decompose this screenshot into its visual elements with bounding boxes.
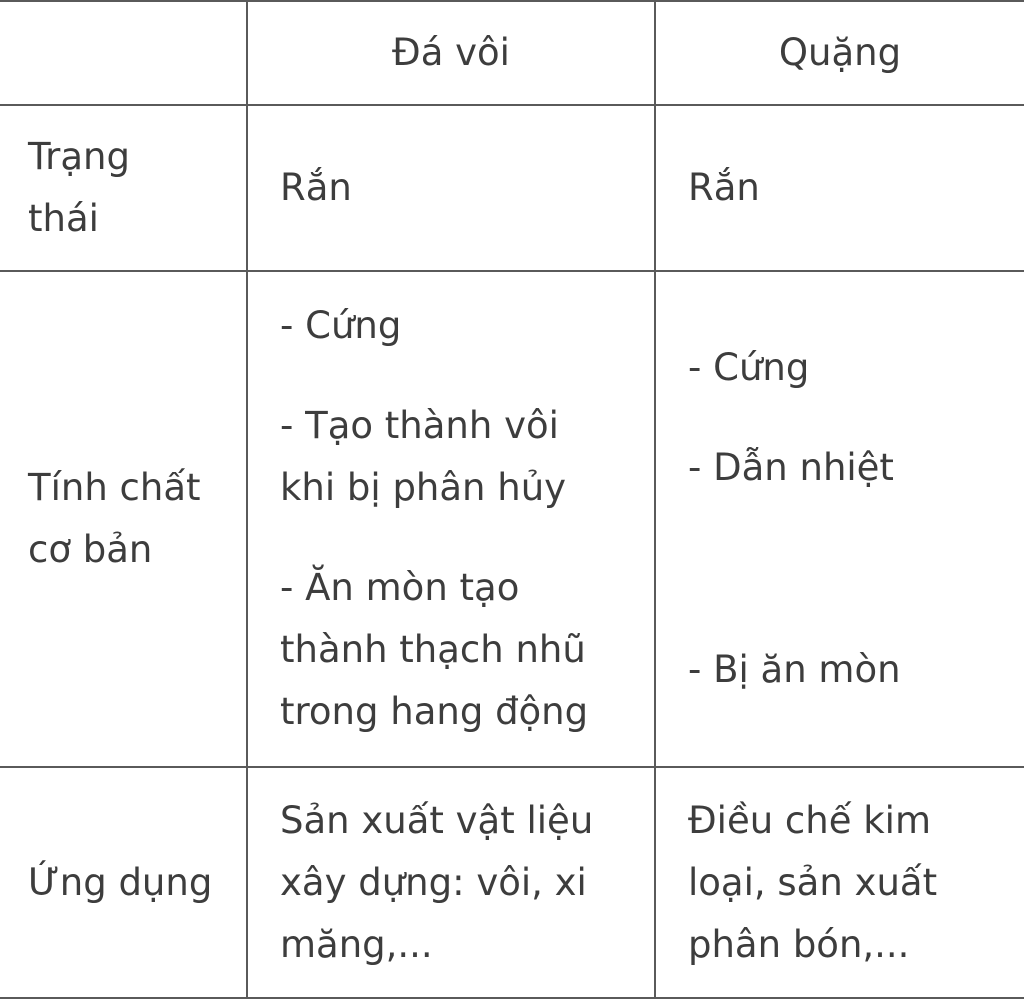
header-da-voi: Đá vôi	[247, 1, 655, 105]
row-label-line: Ứng dụng	[28, 860, 213, 904]
row-label-ung-dung	[0, 767, 247, 998]
cell-quang-ung-dung	[655, 767, 1024, 998]
row-label-line: Tính chất	[28, 466, 201, 509]
property-item: - Bị ăn mòn	[688, 648, 901, 691]
table-row-ung-dung	[0, 767, 1024, 998]
property-item: - Cứng	[688, 346, 810, 389]
cell-text: loại, sản xuất	[688, 860, 938, 904]
property-list	[688, 337, 1008, 701]
cell-da-voi-trang-thai	[247, 105, 655, 271]
property-item-continued: trong hang động	[280, 690, 589, 733]
cell-quang-tinh-chat	[655, 271, 1024, 767]
row-label-line: cơ bản	[28, 528, 153, 571]
cell-text: Điều chế kim	[688, 798, 931, 842]
property-item: - Tạo thành vôi	[280, 404, 559, 447]
header-quang: Quặng	[655, 1, 1024, 105]
cell-text: Rắn	[280, 166, 352, 209]
row-label-line: Trạng	[28, 135, 130, 178]
table-row-trang-thai	[0, 105, 1024, 271]
table-header-row	[0, 1, 1024, 105]
property-list	[280, 295, 634, 743]
row-label-trang-thai	[0, 105, 247, 271]
cell-da-voi-ung-dung	[247, 767, 655, 998]
property-item-continued: thành thạch nhũ	[280, 628, 586, 671]
row-label-tinh-chat	[0, 271, 247, 767]
cell-quang-trang-thai	[655, 105, 1024, 271]
cell-text: Rắn	[688, 166, 760, 209]
cell-da-voi-tinh-chat	[247, 271, 655, 767]
cell-text: Sản xuất vật liệu	[280, 798, 594, 842]
property-item-continued: khi bị phân hủy	[280, 466, 567, 509]
cell-text: măng,...	[280, 922, 433, 966]
row-label-line: thái	[28, 197, 99, 240]
cell-text: phân bón,...	[688, 922, 910, 966]
property-item: - Cứng	[280, 304, 402, 347]
table-row-tinh-chat	[0, 271, 1024, 767]
cell-text: xây dựng: vôi, xi	[280, 860, 587, 904]
property-item: - Dẫn nhiệt	[688, 446, 894, 489]
property-item: - Ăn mòn tạo	[280, 566, 520, 609]
header-corner-cell	[0, 1, 247, 105]
